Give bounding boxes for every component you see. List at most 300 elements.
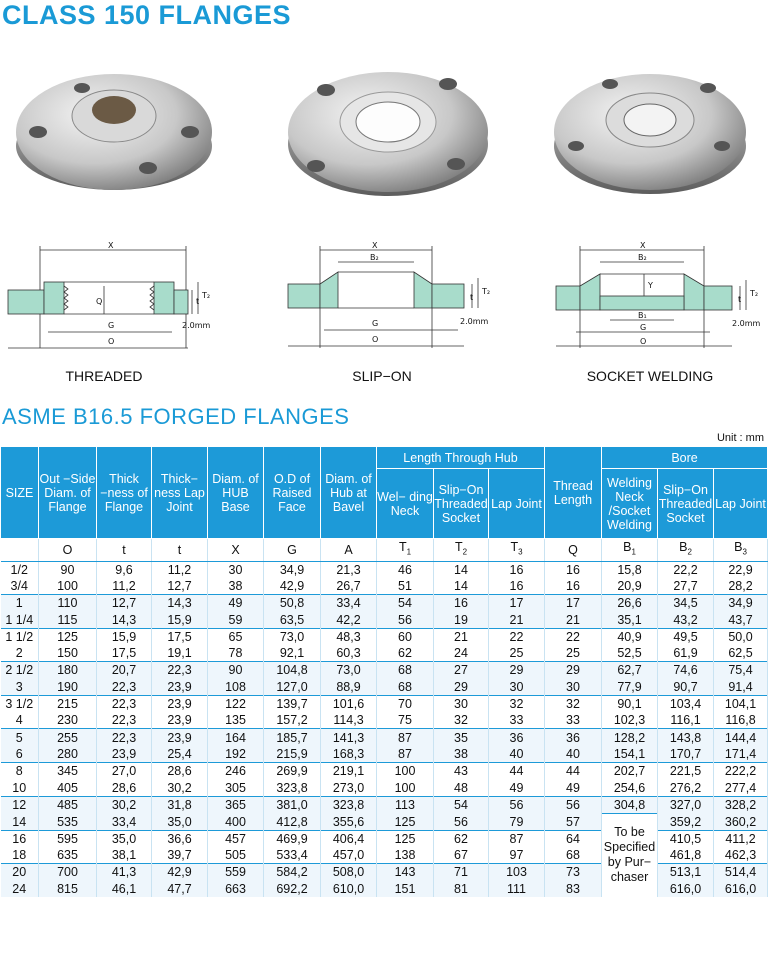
table-cell: 23,9 [152,679,208,696]
table-cell: 27 [434,662,489,679]
table-row [1,578,768,595]
table-cell: 157,2 [264,712,321,729]
table-cell: 88,9 [321,679,377,696]
label-g: G [640,323,647,332]
table-cell: 17,5 [97,645,152,662]
table-cell: 15,8 [602,561,658,578]
table-cell: 28,6 [152,763,208,780]
table-cell: 29 [545,662,602,679]
table-cell: 9,6 [97,561,152,578]
table-cell: 457,0 [321,847,377,864]
symbol-cell: O [39,539,97,562]
table-cell: 49 [489,779,545,796]
table-cell: 15,9 [152,611,208,628]
table-cell: 406,4 [321,830,377,847]
table-cell: 411,2 [714,830,768,847]
table-cell: 692,2 [264,881,321,897]
table-cell: 22 [489,628,545,645]
table-row [1,595,768,612]
size-cell: 1 1/2 [1,628,39,645]
table-cell: 461,8 [658,847,714,864]
symbol-cell: G [264,539,321,562]
table-cell: 49,5 [658,628,714,645]
table-cell: 365 [208,796,264,813]
table-cell: 56 [377,611,434,628]
table-cell: 14 [434,561,489,578]
table-cell: 73 [545,864,602,881]
label-dim: 2.0mm [460,317,489,326]
label-o: O [372,335,379,344]
table-cell: 170,7 [658,746,714,763]
table-row [1,746,768,763]
label-g: G [108,321,115,330]
size-cell: 12 [1,796,39,813]
table-cell: 32 [489,695,545,712]
table-cell: 38 [208,578,264,595]
table-cell: 71 [434,864,489,881]
header-welding-neck: Wel− ding Neck [377,469,434,539]
size-cell: 4 [1,712,39,729]
label-dim: 2.0mm [182,321,211,330]
table-cell: 14,3 [97,611,152,628]
table-cell: 49 [208,595,264,612]
table-cell: 304,8 [602,796,658,813]
symbol-cell: A [321,539,377,562]
table-cell: 74,6 [658,662,714,679]
table-cell: 125 [39,628,97,645]
table-cell: 77,9 [602,679,658,696]
table-cell: 33,4 [97,813,152,830]
table-cell: 222,2 [714,763,768,780]
table-cell: 50,0 [714,628,768,645]
table-cell: 533,4 [264,847,321,864]
table-cell: 19,1 [152,645,208,662]
table-cell: 46,1 [97,881,152,897]
table-cell: 139,7 [264,695,321,712]
table-cell: 610,0 [321,881,377,897]
table-cell: 508,0 [321,864,377,881]
table-cell: 46 [377,561,434,578]
table-cell: 305 [208,779,264,796]
table-cell: 50,8 [264,595,321,612]
table-cell: 122 [208,695,264,712]
header-size: SIZE [1,447,39,539]
table-cell: 62 [434,830,489,847]
caption-socket-welding: SOCKET WELDING [586,368,714,384]
table-cell: 328,2 [714,796,768,813]
table-cell: 42,9 [152,864,208,881]
table-cell: 90 [208,662,264,679]
table-cell: 20,7 [97,662,152,679]
table-cell: 16 [489,561,545,578]
size-cell: 10 [1,779,39,796]
threaded-flange-diagram [4,238,244,368]
table-cell: 111 [489,881,545,897]
table-cell: 584,2 [264,864,321,881]
table-cell: 164 [208,729,264,746]
table-cell: 221,5 [658,763,714,780]
table-cell: 15,9 [97,628,152,645]
table-cell: 73,0 [321,662,377,679]
table-cell: 90,7 [658,679,714,696]
table-cell: 21 [434,628,489,645]
table-cell: 63,5 [264,611,321,628]
header-bore-welding: Welding Neck /Socket Welding [602,469,658,539]
table-cell: 514,4 [714,864,768,881]
table-cell: 103,4 [658,695,714,712]
table-cell: 22,3 [97,679,152,696]
table-cell: 22,2 [658,561,714,578]
socket-welding-flange-photo [532,36,770,201]
table-cell: 559 [208,864,264,881]
size-cell: 3 [1,679,39,696]
table-cell: 144,4 [714,729,768,746]
table-cell: 41,3 [97,864,152,881]
table-cell: 83 [545,881,602,897]
table-cell: 59 [208,611,264,628]
table-cell: 73,0 [264,628,321,645]
table-row [1,729,768,746]
label-b1: B₁ [638,311,647,320]
table-cell: 27,7 [658,578,714,595]
table-cell: 78 [208,645,264,662]
table-cell: 38 [434,746,489,763]
table-cell: 104,8 [264,662,321,679]
header-bore: Bore [602,447,768,469]
table-cell: 202,7 [602,763,658,780]
table-cell: 125 [377,830,434,847]
label-x: X [372,241,378,250]
table-cell: 17,5 [152,628,208,645]
label-x: X [108,241,114,250]
table-cell: 33,4 [321,595,377,612]
table-cell: 110 [39,595,97,612]
table-cell: 360,2 [714,813,768,830]
slip-on-flange-diagram [282,238,522,368]
table-cell: 30 [434,695,489,712]
header-hub: Diam. of HUB Base [208,447,264,539]
table-cell: 54 [377,595,434,612]
size-cell: 2 1/2 [1,662,39,679]
table-cell: 42,9 [264,578,321,595]
table-cell: 24 [434,645,489,662]
table-cell: 255 [39,729,97,746]
table-cell: 97 [489,847,545,864]
table-cell: 26,6 [602,595,658,612]
table-cell: 21,3 [321,561,377,578]
table-cell: 35,0 [152,813,208,830]
table-cell: 323,8 [321,796,377,813]
table-cell: 171,4 [714,746,768,763]
table-cell: 230 [39,712,97,729]
table-cell: 16 [434,595,489,612]
table-cell: 595 [39,830,97,847]
table-cell: 12,7 [152,578,208,595]
table-cell: 28,2 [714,578,768,595]
table-row [1,779,768,796]
table-cell: 29 [489,662,545,679]
table-cell: 100 [377,779,434,796]
table-cell: 180 [39,662,97,679]
page-title: CLASS 150 FLANGES [2,0,292,30]
table-cell: 12,7 [97,595,152,612]
table-cell: 22,3 [97,729,152,746]
table-cell: 277,4 [714,779,768,796]
table-cell: 127,0 [264,679,321,696]
table-cell: 616,0 [714,881,768,897]
table-cell: 48 [434,779,489,796]
table-cell: 100 [39,578,97,595]
table-cell: 19 [434,611,489,628]
table-cell: 90 [39,561,97,578]
table-cell: 254,6 [602,779,658,796]
symbol-cell: $B_1$ [602,539,658,562]
size-cell: 16 [1,830,39,847]
header-raised-face: O.D of Raised Face [264,447,321,539]
table-cell: 30 [489,679,545,696]
label-y: Y [648,281,653,290]
table-cell: 381,0 [264,796,321,813]
table-row [1,679,768,696]
table-cell: 23,9 [152,729,208,746]
table-cell: 215,9 [264,746,321,763]
size-cell: 1 1/4 [1,611,39,628]
table-cell: 150 [39,645,97,662]
table-cell: 39,7 [152,847,208,864]
table-cell: 32 [434,712,489,729]
table-row [1,813,768,830]
header-bore-lap: Lap Joint [714,469,768,539]
caption-threaded: THREADED [65,368,143,384]
table-cell: 23,9 [97,746,152,763]
table-row [1,645,768,662]
table-cell: 30 [545,679,602,696]
table-cell: 103 [489,864,545,881]
table-cell: 101,6 [321,695,377,712]
symbol-cell: $T_1$ [377,539,434,562]
label-b2: B₂ [638,253,647,262]
table-cell: 635 [39,847,97,864]
table-cell: 40 [489,746,545,763]
table-cell: 22,3 [152,662,208,679]
table-cell: 26,7 [321,578,377,595]
table-cell: 22,3 [97,695,152,712]
table-cell: 57 [545,813,602,830]
table-cell: 27,0 [97,763,152,780]
table-cell: 22 [545,628,602,645]
table-cell: 35,0 [97,830,152,847]
table-cell: 28,6 [97,779,152,796]
table-cell: 90,1 [602,695,658,712]
table-cell: 185,7 [264,729,321,746]
table-cell: 43,2 [658,611,714,628]
table-cell: 700 [39,864,97,881]
table-cell: 36 [545,729,602,746]
table-cell: 65 [208,628,264,645]
table-cell: 44 [489,763,545,780]
table-cell: 34,9 [714,595,768,612]
table-cell: 17 [489,595,545,612]
label-t: t [196,297,200,306]
table-cell: 113 [377,796,434,813]
table-cell: 16 [489,578,545,595]
label-t2: T₂ [750,289,759,298]
symbol-cell: X [208,539,264,562]
label-t: t [738,295,742,304]
table-cell: 168,3 [321,746,377,763]
table-cell: 38,1 [97,847,152,864]
table-cell: 60 [377,628,434,645]
table-cell: 100 [377,763,434,780]
symbol-cell: $T_3$ [489,539,545,562]
size-cell: 20 [1,864,39,881]
table-row [1,695,768,712]
table-cell: 22,3 [97,712,152,729]
table-cell: 269,9 [264,763,321,780]
table-cell: 616,0 [658,881,714,897]
header-thread-length: Thread Length [545,447,602,539]
size-cell: 24 [1,881,39,897]
size-cell: 3 1/2 [1,695,39,712]
specified-by-purchaser-note: To be Specified by Pur− chaser [602,813,658,896]
table-cell: 469,9 [264,830,321,847]
table-cell: 87 [377,746,434,763]
table-body [1,539,768,897]
header-lap-joint: Lap Joint [489,469,545,539]
table-cell: 400 [208,813,264,830]
table-cell: 87 [377,729,434,746]
table-cell: 35,1 [602,611,658,628]
table-cell: 457 [208,830,264,847]
table-cell: 462,3 [714,847,768,864]
flange-dimensions-table [0,446,768,897]
table-row [1,561,768,578]
table-cell: 51 [377,578,434,595]
section-title: ASME B16.5 FORGED FLANGES [2,404,350,429]
table-cell: 359,2 [658,813,714,830]
table-cell: 81 [434,881,489,897]
table-cell: 33 [489,712,545,729]
table-cell: 32 [545,695,602,712]
table-cell: 276,2 [658,779,714,796]
table-cell: 128,2 [602,729,658,746]
table-cell: 192 [208,746,264,763]
size-cell: 1 [1,595,39,612]
size-cell: 8 [1,763,39,780]
table-row [1,662,768,679]
table-cell: 405 [39,779,97,796]
table-cell: 35 [434,729,489,746]
size-cell: 6 [1,746,39,763]
label-b2: B₂ [370,253,379,262]
symbol-cell: $B_2$ [658,539,714,562]
table-cell: 30,2 [97,796,152,813]
table-cell: 412,8 [264,813,321,830]
label-x: X [640,241,646,250]
table-cell: 79 [489,813,545,830]
table-cell: 49 [545,779,602,796]
label-t2: T₂ [482,287,491,296]
table-cell: 23,9 [152,695,208,712]
table-cell: 22,9 [714,561,768,578]
table-cell: 102,3 [602,712,658,729]
table-cell: 30 [208,561,264,578]
table-cell: 43 [434,763,489,780]
table-cell: 138 [377,847,434,864]
table-cell: 535 [39,813,97,830]
table-cell: 273,0 [321,779,377,796]
unit-label: Unit : mm [716,432,764,444]
table-cell: 87 [489,830,545,847]
size-cell: 18 [1,847,39,864]
header-bore-slip-on: Slip−On Threaded Socket [658,469,714,539]
table-cell: 29 [434,679,489,696]
table-row [1,796,768,813]
symbol-cell: Q [545,539,602,562]
table-cell: 135 [208,712,264,729]
table-cell: 25,4 [152,746,208,763]
table-cell: 327,0 [658,796,714,813]
table-cell: 36,6 [152,830,208,847]
table-cell: 190 [39,679,97,696]
table-cell: 143 [377,864,434,881]
table-cell: 34,5 [658,595,714,612]
size-cell: 2 [1,645,39,662]
table-cell: 34,9 [264,561,321,578]
label-t2: T₂ [202,291,211,300]
label-g: G [372,319,379,328]
table-cell: 410,5 [658,830,714,847]
table-row [1,712,768,729]
table-cell: 62,7 [602,662,658,679]
table-cell: 17 [545,595,602,612]
label-t: t [470,293,474,302]
table-cell: 143,8 [658,729,714,746]
table-cell: 91,4 [714,679,768,696]
size-cell: 3/4 [1,578,39,595]
caption-slip-on: SLIP−ON [352,368,412,384]
table-cell: 62 [377,645,434,662]
label-q: Q [96,297,103,306]
table-cell: 44 [545,763,602,780]
table-cell: 75 [377,712,434,729]
table-cell: 25 [545,645,602,662]
symbol-cell: t [97,539,152,562]
header-thick: Thick −ness of Flange [97,447,152,539]
table-cell: 31,8 [152,796,208,813]
table-cell: 815 [39,881,97,897]
table-cell: 54 [434,796,489,813]
symbol-cell: t [152,539,208,562]
table-cell: 56 [434,813,489,830]
table-cell: 48,3 [321,628,377,645]
table-cell: 25 [489,645,545,662]
table-cell: 40 [545,746,602,763]
table-cell: 61,9 [658,645,714,662]
table-cell: 33 [545,712,602,729]
table-cell: 125 [377,813,434,830]
header-bavel: Diam. of Hub at Bavel [321,447,377,539]
table-cell: 104,1 [714,695,768,712]
table-cell: 67 [434,847,489,864]
table-cell: 485 [39,796,97,813]
table-cell: 14 [434,578,489,595]
table-row [1,763,768,780]
socket-welding-flange-diagram [528,238,768,368]
size-cell: 1/2 [1,561,39,578]
table-cell: 151 [377,881,434,897]
table-cell: 14,3 [152,595,208,612]
